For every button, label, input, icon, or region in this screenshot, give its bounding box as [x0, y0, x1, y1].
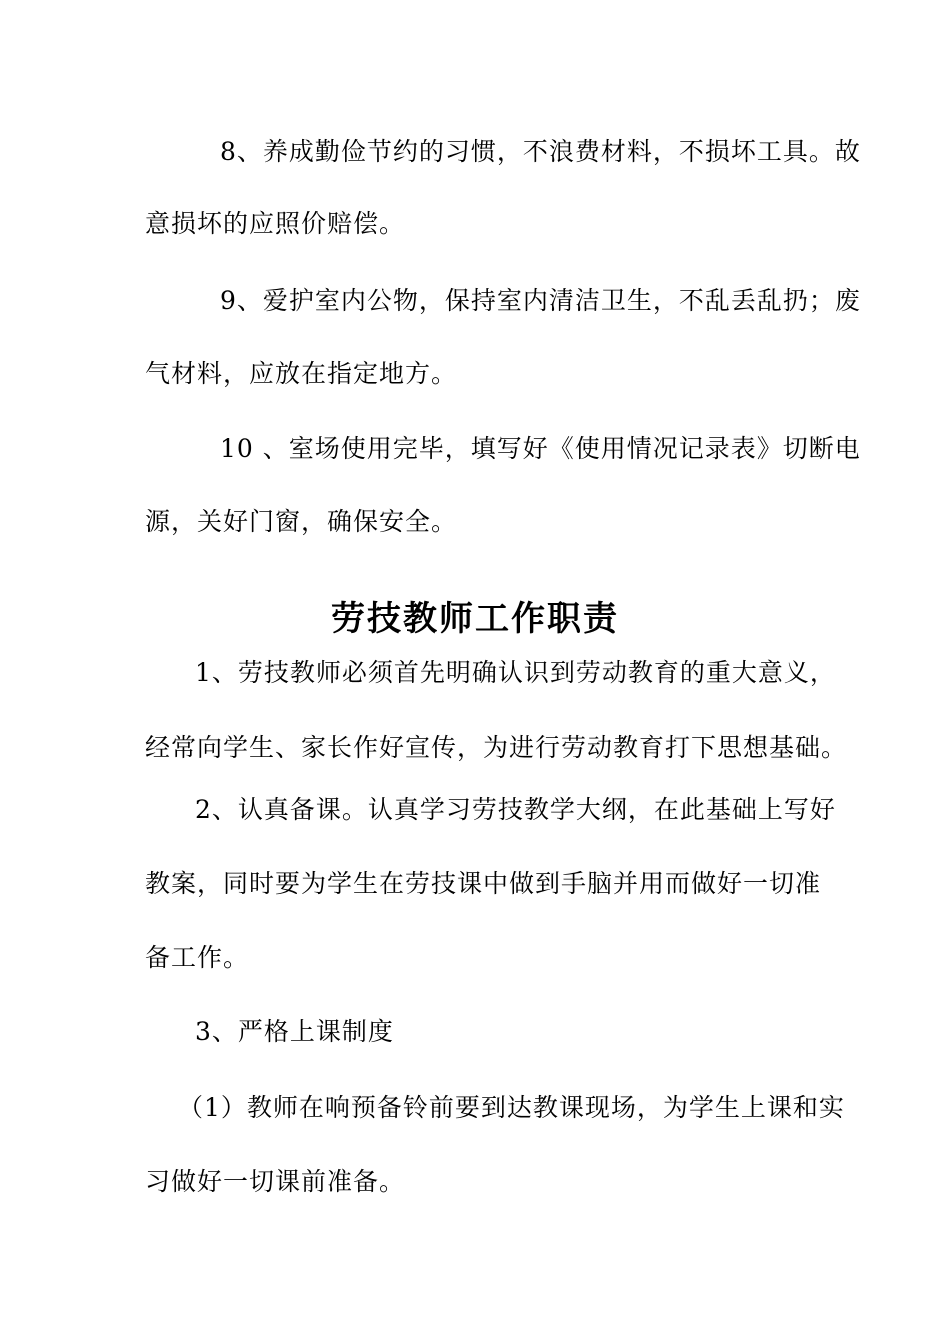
rule-10-line-2: 源，关好门窗，确保安全。: [145, 507, 458, 536]
duty-3-heading: 3、严格上课制度: [195, 1017, 394, 1046]
rule-8-line-1: 8、养成勤俭节约的习惯，不浪费材料，不损坏工具。故: [220, 137, 861, 166]
rule-9-line-1: 9、爱护室内公物，保持室内清洁卫生，不乱丢乱扔；废: [220, 286, 861, 315]
rule-8-line-2: 意损坏的应照价赔偿。: [145, 209, 406, 238]
duty-3-sub-1-line-1: （1）教师在响预备铃前要到达教课现场，为学生上课和实: [178, 1093, 845, 1122]
rule-10-line-1: 10 、室场使用完毕，填写好《使用情况记录表》切断电: [220, 434, 861, 463]
duty-1-line-2: 经常向学生、家长作好宣传，为进行劳动教育打下思想基础。: [145, 733, 848, 762]
duty-2-line-1: 2、认真备课。认真学习劳技教学大纲，在此基础上写好: [195, 795, 836, 824]
duty-1-line-1: 1、劳技教师必须首先明确认识到劳动教育的重大意义，: [195, 658, 836, 687]
duty-3-sub-1-line-2: 习做好一切课前准备。: [145, 1167, 406, 1196]
section-title: 劳技教师工作职责: [331, 599, 619, 639]
duty-2-line-3: 备工作。: [145, 943, 250, 972]
rule-9-line-2: 气材料，应放在指定地方。: [145, 359, 458, 388]
duty-2-line-2: 教案，同时要为学生在劳技课中做到手脑并用而做好一切准: [145, 869, 822, 898]
